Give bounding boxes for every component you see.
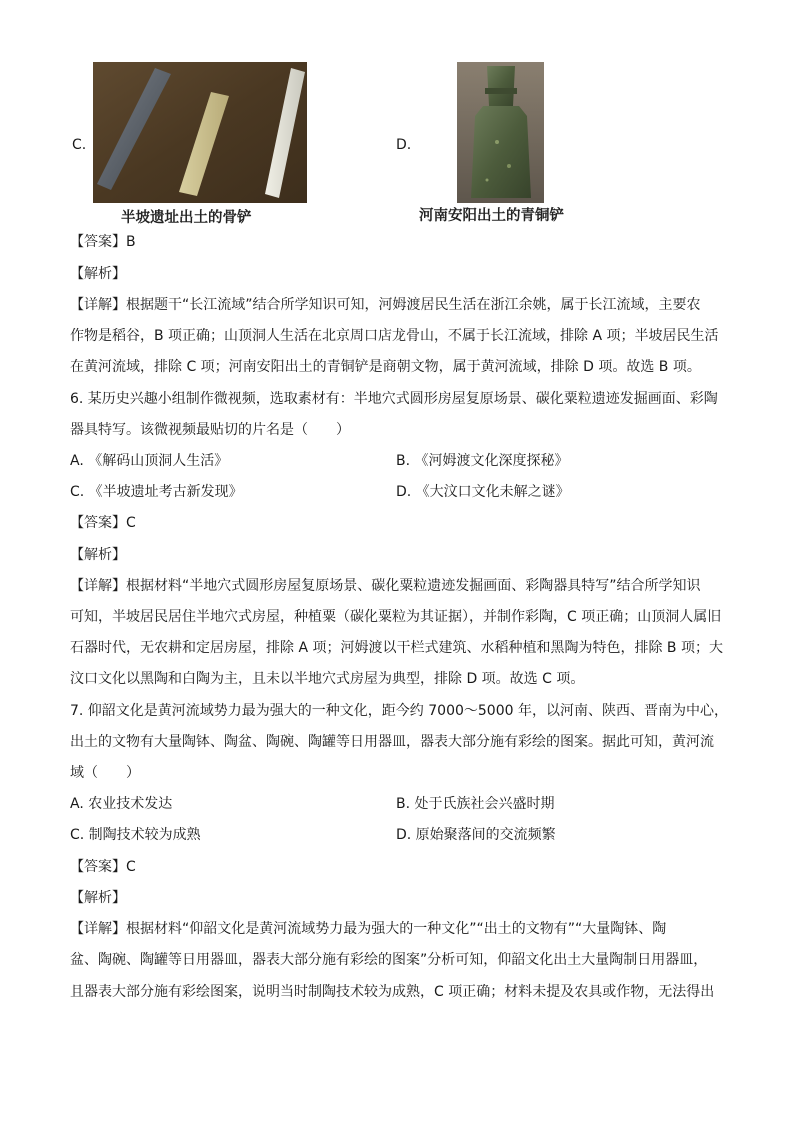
q6-detail-line: 石器时代，无农耕和定居房屋，排除 A 项；河姆渡以干栏式建筑、水稻种植和黑陶为特色，排除 B 项；大 <box>70 640 723 656</box>
bone-shovel-photo <box>93 62 307 203</box>
option-d-caption: 河南安阳出土的青铜铲 <box>419 208 564 224</box>
q6-option-b: B. 《河姆渡文化深度探秘》 <box>396 453 569 469</box>
option-c-label: C. <box>72 137 87 153</box>
q6-stem-line: 器具特写。该微视频最贴切的片名是（ ） <box>70 422 350 438</box>
q7-option-a: A. 农业技术发达 <box>70 796 173 812</box>
q7-detail-line: 且器表大部分施有彩绘图案，说明当时制陶技术较为成熟，C 项正确；材料未提及农具或作物，无法得出 <box>70 984 715 1000</box>
option-d-label: D. <box>396 137 412 153</box>
q6-detail-line: 汶口文化以黑陶和白陶为主，且未以半地穴式房屋为典型，排除 D 项。故选 C 项。 <box>70 671 585 687</box>
q7-option-b: B. 处于氏族社会兴盛时期 <box>396 796 555 812</box>
q7-answer: 【答案】C <box>70 859 136 875</box>
q7-detail-line: 盆、陶碗、陶罐等日用器皿，器表大部分施有彩绘的图案”分析可知，仰韶文化出土大量陶制日用器皿， <box>70 952 708 968</box>
q6-detail-line: 【详解】根据材料“半地穴式圆形房屋复原场景、碳化粟粒遗迹发掘画面、彩陶器具特写”结合所学知识 <box>70 578 701 594</box>
q7-detail-line: 【详解】根据材料“仰韶文化是黄河流域势力最为强大的一种文化”“出土的文物有”“大量陶钵、陶 <box>70 921 667 937</box>
q5-detail-line: 作物是稻谷，B 项正确；山顶洞人生活在北京周口店龙骨山，不属于长江流域，排除 A 项；半坡居民生活 <box>70 328 719 344</box>
q6-option-c: C. 《半坡遗址考古新发现》 <box>70 484 243 500</box>
q6-option-a: A. 《解码山顶洞人生活》 <box>70 453 229 469</box>
q7-stem-line: 域（ ） <box>70 765 140 781</box>
q7-option-d: D. 原始聚落间的交流频繁 <box>396 827 556 843</box>
q7-stem-line: 7. 仰韶文化是黄河流域势力最为强大的一种文化，距今约 7000～5000 年，以河南、陕西、晋南为中心， <box>70 703 728 719</box>
q7-option-c: C. 制陶技术较为成熟 <box>70 827 201 843</box>
q5-answer: 【答案】B <box>70 234 136 250</box>
bronze-shovel-photo <box>457 62 544 203</box>
q6-stem-line: 6. 某历史兴趣小组制作微视频，选取素材有：半地穴式圆形房屋复原场景、碳化粟粒遗迹发掘画面、彩陶 <box>70 391 718 407</box>
q6-detail-line: 可知，半坡居民居住半地穴式房屋，种植粟（碳化粟粒为其证据），并制作彩陶，C 项正确；山顶洞人属旧 <box>70 609 722 625</box>
q6-analysis-heading: 【解析】 <box>70 547 126 563</box>
option-c-caption: 半坡遗址出土的骨铲 <box>121 210 252 226</box>
q5-detail-line: 【详解】根据题干“长江流域”结合所学知识可知，河姆渡居民生活在浙江余姚，属于长江流域，主要农 <box>70 297 701 313</box>
q6-answer: 【答案】C <box>70 515 136 531</box>
q7-analysis-heading: 【解析】 <box>70 890 126 906</box>
q5-analysis-heading: 【解析】 <box>70 266 126 282</box>
q7-stem-line: 出土的文物有大量陶钵、陶盆、陶碗、陶罐等日用器皿，器表大部分施有彩绘的图案。据此可知，黄河流 <box>70 734 714 750</box>
q5-detail-line: 在黄河流域，排除 C 项；河南安阳出土的青铜铲是商朝文物，属于黄河流域，排除 D 项。故选 B 项。 <box>70 359 701 375</box>
q6-option-d: D. 《大汶口文化未解之谜》 <box>396 484 570 500</box>
